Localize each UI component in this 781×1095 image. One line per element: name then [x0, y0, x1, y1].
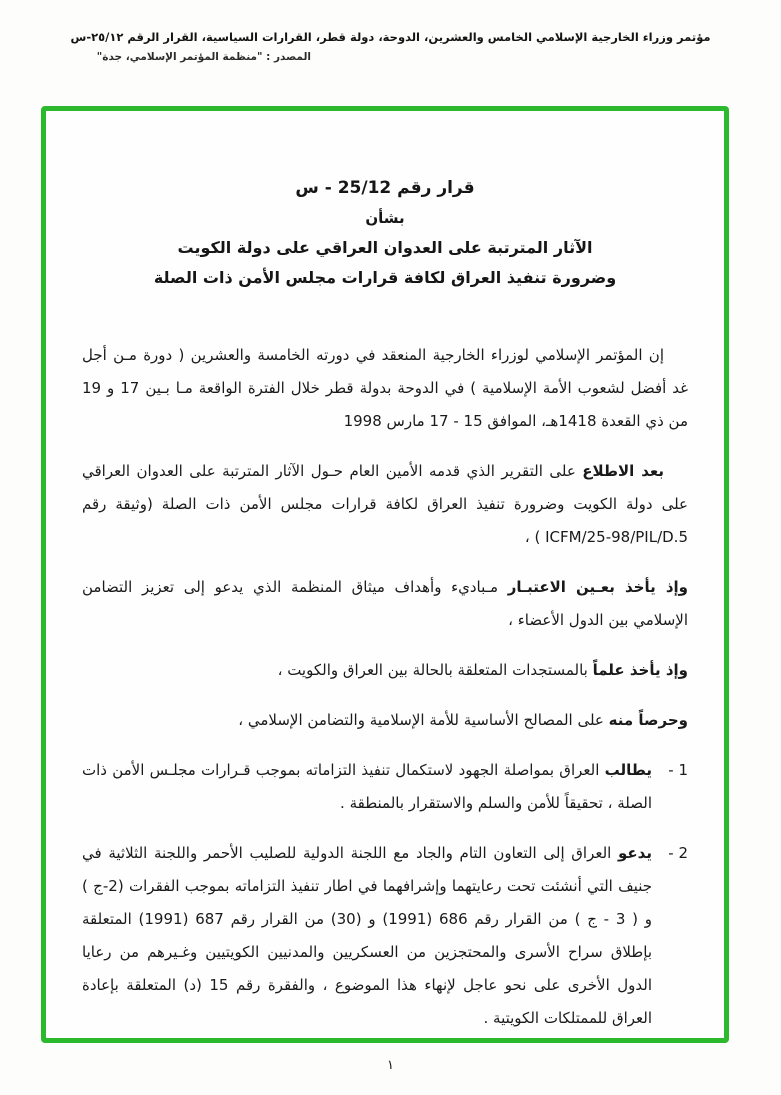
preamble-paragraph	[82, 339, 688, 438]
paragraph-body: على التقرير الذي قدمه الأمين العام حـول الآثار المترتبة على العدوان العراقي على دولة الكويت وضرورة تنفيذ العراق لكافة قرارات مجلس الأمن ذات الصلة (وثيقة رقم ICFM/25-98/PIL/D.5 ) ،	[82, 462, 688, 546]
preamble-paragraph	[82, 455, 688, 554]
item-text	[82, 754, 652, 820]
preamble-paragraph	[82, 571, 688, 637]
document-border-frame	[41, 106, 729, 1043]
paragraph-lead: بعد الاطلاع	[582, 462, 664, 480]
paragraph-lead: وإذ يأخذ بعـين الاعتبـار	[507, 578, 688, 596]
item-lead: يطالب	[604, 761, 652, 779]
resolution-subject-word: بشأن	[365, 209, 405, 227]
item-lead: يدعو	[618, 844, 652, 862]
item-text	[82, 837, 652, 1035]
scan-header-source-line: مؤتمر وزراء الخارجية الإسلامي الخامس والعشرين، الدوحة، دولة قطر، القرارات السياسية، القرار الرقم ٢٥/١٢-س	[70, 30, 711, 44]
paragraph-lead: وإذ يأخذ علماً	[592, 661, 688, 679]
operative-item	[82, 754, 688, 820]
scan-header	[0, 30, 781, 63]
paragraph-body: على المصالح الأساسية للأمة الإسلامية والتضامن الإسلامي ،	[238, 711, 604, 729]
resolution-title-block	[82, 173, 688, 293]
item-number: 1 -	[668, 761, 688, 779]
preamble-paragraph	[82, 654, 688, 687]
paragraph-body: مـباديء وأهداف ميثاق المنظمة الذي يدعو إلى تعزيز التضامن الإسلامي بين الدول الأعضاء ،	[82, 578, 688, 629]
operative-item	[82, 837, 688, 1035]
resolution-number-title: قرار رقم 25/12 - س	[295, 178, 475, 198]
resolution-subject-line1: الآثار المترتبة على العدوان العراقي على دولة الكويت	[177, 238, 593, 257]
paragraph-body: بالمستجدات المتعلقة بالحالة بين العراق والكويت ،	[277, 661, 588, 679]
document-content	[46, 111, 724, 1038]
preamble-paragraph	[82, 704, 688, 737]
scan-header-publisher-line: المصدر : "منظمة المؤتمر الإسلامي، جدة"	[96, 51, 311, 63]
paragraph-body: إن المؤتمر الإسلامي لوزراء الخارجية المنعقد في دورته الخامسة والعشرين ( دورة مـن أجل غد أفضل لشعوب الأمة الإسلامية ) في الدوحة بدولة قطر خلال الفترة الواقعة مـا بـين 17 و 19 من ذي القعدة 1418هـ، الموافق 15 - 17 مارس 1998	[82, 346, 688, 430]
page-number: ١	[387, 1058, 394, 1073]
item-number: 2 -	[668, 844, 688, 862]
item-body: العراق إلى التعاون التام والجاد مع اللجنة الدولية للصليب الأحمر واللجنة الثلاثية في جنيف التي أنشئت تحت رعايتهما وإشرافهما في اطار تنفيذ التزاماته بموجب الفقرات (2-ج ) و ( 3 - ج ) من القرار رقم 686 (1991) و (30) من القرار رقم 687 (1991) المتعلقة بإطلاق سراح الأسرى والمحتجزين من العسكريين والمدنيين الكويتيين وغـيرهم من رعايا الدول الأخرى على نحو عاجل لإنهاء هذا الموضوع ، والفقرة رقم 15 (د) المتعلقة بإعادة العراق للممتلكات الكويتية .	[82, 844, 653, 1027]
item-body: العراق بمواصلة الجهود لاستكمال تنفيذ التزاماته بموجب قـرارات مجلـس الأمن ذات الصلة ، تحقيقاً للأمن والسلم والاستقرار بالمنطقة .	[82, 761, 652, 812]
resolution-subject-line2: وضرورة تنفيذ العراق لكافة قرارات مجلس الأمن ذات الصلة	[153, 268, 617, 287]
paragraph-lead: وحرصاً منه	[608, 711, 688, 729]
